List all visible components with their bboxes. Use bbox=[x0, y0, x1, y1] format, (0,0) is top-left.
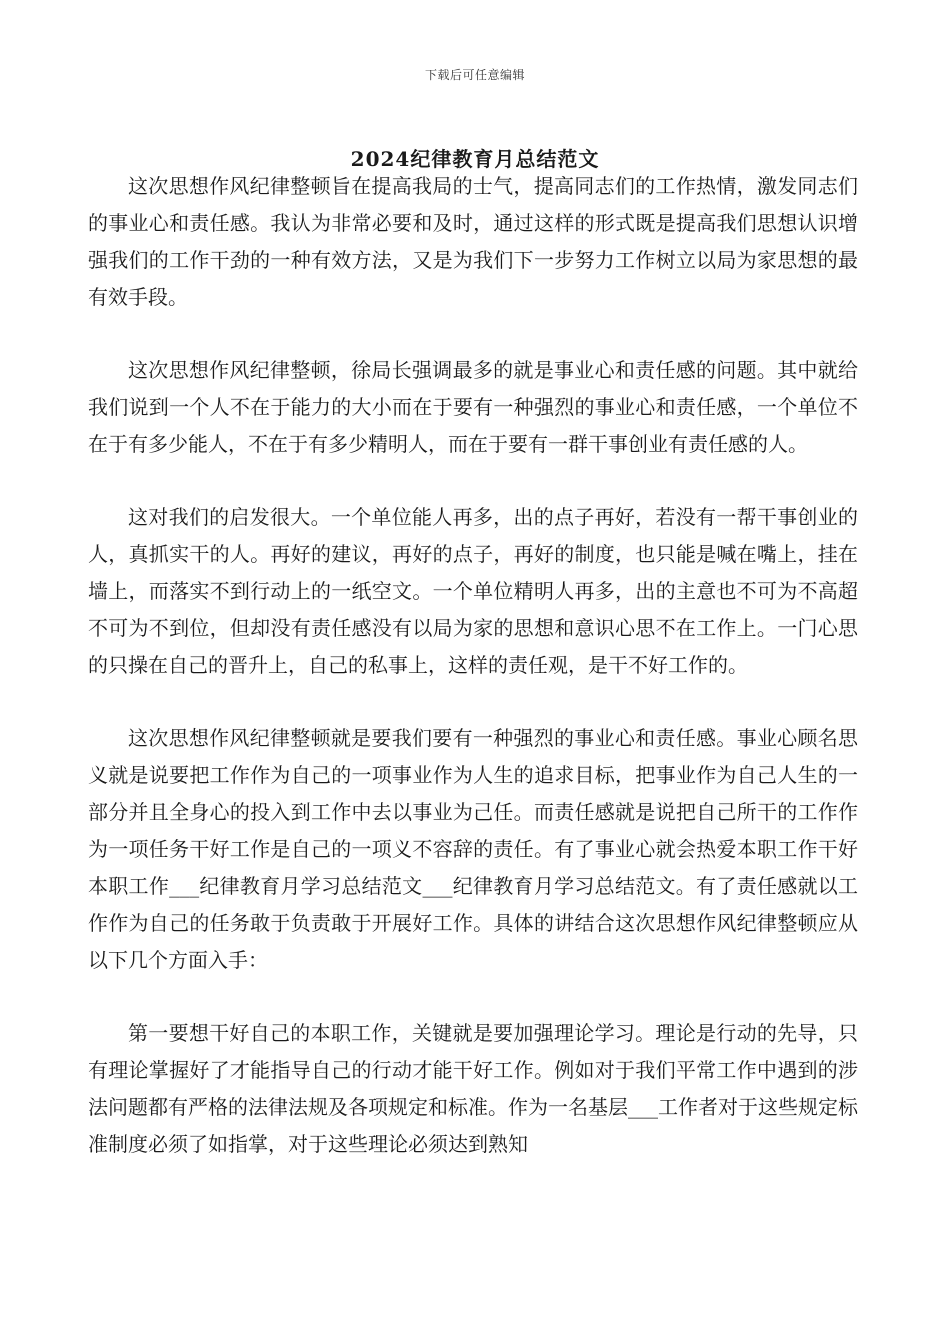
document-body bbox=[88, 168, 858, 1199]
paragraph: 第一要想干好自己的本职工作，关键就是要加强理论学习。理论是行动的先导，只有理论掌握好了才能指导自己的行动才能干好工作。例如对于我们平常工作中遇到的涉法问题都有严格的法律法规及各项规定和标准。作为一名基层___工作者对于这些规定标准制度必须了如指掌，对于这些理论必须达到熟知 bbox=[88, 1021, 858, 1156]
header-note: 下载后可任意编辑 bbox=[424, 68, 525, 82]
document-title: 2024纪律教育月总结范文 bbox=[350, 147, 600, 171]
paragraph: 这次思想作风纪律整顿旨在提高我局的士气，提高同志们的工作热情，激发同志们的事业心和责任感。我认为非常必要和及时，通过这样的形式既是提高我们思想认识增强我们的工作干劲的一种有效方法，又是为我们下一步努力工作树立以局为家思想的最有效手段。 bbox=[88, 174, 858, 309]
paragraph: 这次思想作风纪律整顿就是要我们要有一种强烈的事业心和责任感。事业心顾名思义就是说要把工作作为自己的一项事业作为人生的追求目标，把事业作为自己人生的一部分并且全身心的投入到工作中去以事业为己任。而责任感就是说把自己所干的工作作为一项任务干好工作是自己的一项义不容辞的责任。有了事业心就会热爱本职工作干好本职工作___纪律教育月学习总结范文___纪律教育月学习总结范文。有了责任感就以工作作为自己的任务敢于负责敢于开展好工作。具体的讲结合这次思想作风纪律整顿应从以下几个方面入手： bbox=[88, 726, 858, 972]
paragraph: 这对我们的启发很大。一个单位能人再多，出的点子再好，若没有一帮干事创业的人，真抓实干的人。再好的建议，再好的点子，再好的制度，也只能是喊在嘴上，挂在墙上，而落实不到行动上的一纸空文。一个单位精明人再多，出的主意也不可为不高超不可为不到位，但却没有责任感没有以局为家的思想和意识心思不在工作上。一门心思的只操在自己的晋升上，自己的私事上，这样的责任观，是干不好工作的。 bbox=[88, 505, 858, 677]
paragraph: 这次思想作风纪律整顿，徐局长强调最多的就是事业心和责任感的问题。其中就给我们说到一个人不在于能力的大小而在于要有一种强烈的事业心和责任感，一个单位不在于有多少能人，不在于有多少精明人，而在于要有一群干事创业有责任感的人。 bbox=[88, 358, 858, 456]
